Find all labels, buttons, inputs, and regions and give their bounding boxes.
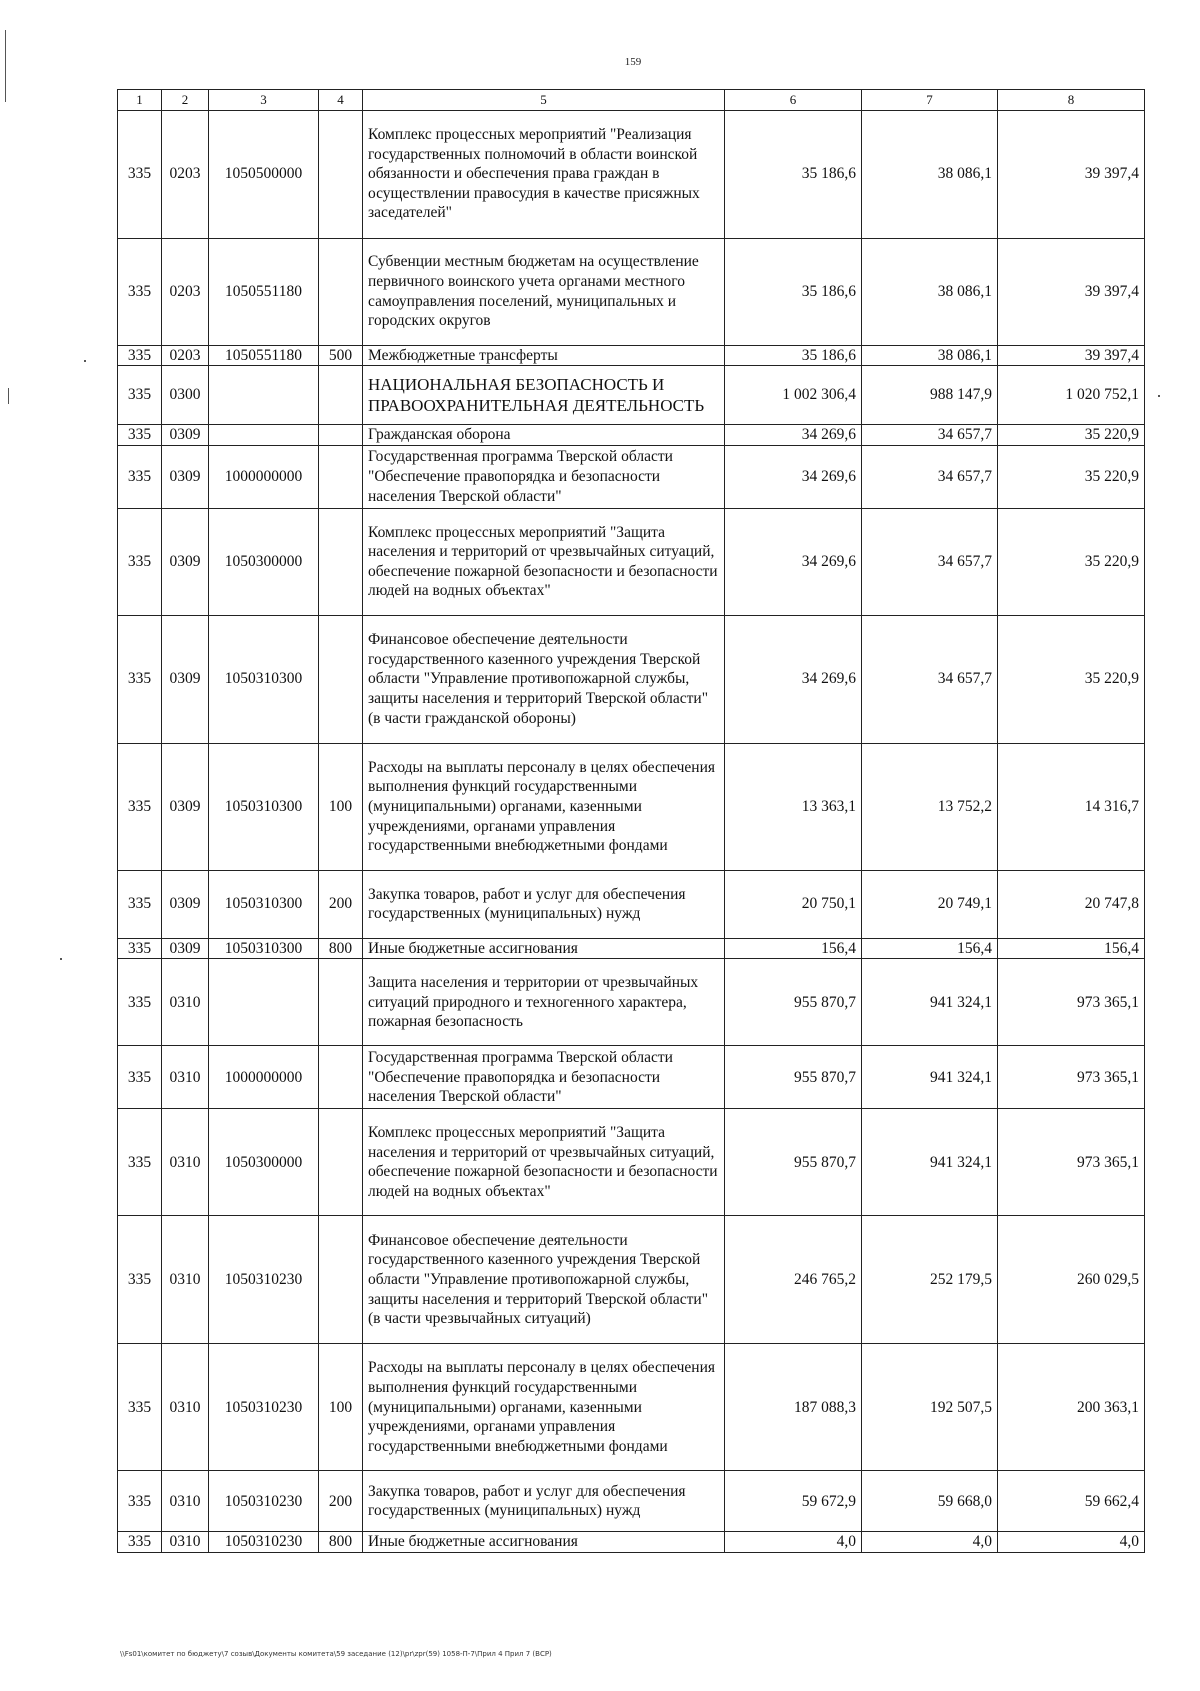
amount-col-8: 35 220,9 (998, 615, 1145, 743)
amount-col-8: 200 363,1 (998, 1344, 1145, 1471)
amount-col-7: 4,0 (862, 1532, 998, 1553)
amount-col-8: 973 365,1 (998, 1109, 1145, 1216)
section-code: 0310 (162, 1471, 209, 1532)
section-code: 0309 (162, 508, 209, 615)
ministry-code: 335 (118, 1344, 162, 1471)
amount-col-7: 34 657,7 (862, 425, 998, 446)
amount-col-6: 35 186,6 (725, 238, 862, 345)
ministry-code: 335 (118, 1532, 162, 1553)
section-code: 0309 (162, 938, 209, 959)
amount-col-6: 35 186,6 (725, 345, 862, 366)
expense-type-code (319, 615, 363, 743)
column-number: 1 (118, 90, 162, 111)
table-row (118, 938, 1145, 959)
expense-type-code: 200 (319, 870, 363, 938)
expense-type-code: 100 (319, 1344, 363, 1471)
amount-col-8: 14 316,7 (998, 743, 1145, 870)
item-description: Гражданская оборона (363, 425, 725, 446)
table-row (118, 1109, 1145, 1216)
column-number: 6 (725, 90, 862, 111)
amount-col-6: 955 870,7 (725, 1046, 862, 1109)
section-code: 0310 (162, 1344, 209, 1471)
target-article-code: 1050310300 (209, 870, 319, 938)
amount-col-6: 1 002 306,4 (725, 366, 862, 425)
item-description: Финансовое обеспечение деятельности государственного казенного учреждения Тверской области "Управление противопожарной службы, защиты населения и территорий Тверской области" (в части гражданской обороны) (363, 615, 725, 743)
page-number: 159 (624, 56, 642, 68)
column-number: 2 (162, 90, 209, 111)
item-description: Комплекс процессных мероприятий "Защита населения и территорий от чрезвычайных ситуаций, обеспечение пожарной безопасности и безопасности людей на водных объектах" (363, 508, 725, 615)
amount-col-8: 156,4 (998, 938, 1145, 959)
target-article-code (209, 366, 319, 425)
target-article-code (209, 959, 319, 1046)
amount-col-8: 973 365,1 (998, 959, 1145, 1046)
amount-col-6: 955 870,7 (725, 1109, 862, 1216)
scan-dot (1158, 395, 1160, 397)
amount-col-7: 941 324,1 (862, 1046, 998, 1109)
target-article-code (209, 425, 319, 446)
target-article-code: 1000000000 (209, 1046, 319, 1109)
amount-col-8: 973 365,1 (998, 1046, 1145, 1109)
table-row (118, 615, 1145, 743)
amount-col-7: 192 507,5 (862, 1344, 998, 1471)
item-description: Финансовое обеспечение деятельности государственного казенного учреждения Тверской области "Управление противопожарной службы, защиты населения и территорий Тверской области" (в части чрезвычайных ситуаций) (363, 1216, 725, 1344)
amount-col-7: 20 749,1 (862, 870, 998, 938)
amount-col-7: 156,4 (862, 938, 998, 959)
ministry-code: 335 (118, 1216, 162, 1344)
table-row (118, 445, 1145, 508)
table-row (118, 1344, 1145, 1471)
target-article-code: 1050300000 (209, 508, 319, 615)
expense-type-code (319, 238, 363, 345)
target-article-code: 1050551180 (209, 345, 319, 366)
section-code: 0309 (162, 743, 209, 870)
amount-col-6: 13 363,1 (725, 743, 862, 870)
expense-type-code (319, 959, 363, 1046)
amount-col-8: 20 747,8 (998, 870, 1145, 938)
expense-type-code: 800 (319, 1532, 363, 1553)
section-code: 0310 (162, 1532, 209, 1553)
amount-col-6: 20 750,1 (725, 870, 862, 938)
column-number-row (118, 90, 1145, 111)
amount-col-6: 34 269,6 (725, 508, 862, 615)
section-code: 0310 (162, 1109, 209, 1216)
amount-col-7: 38 086,1 (862, 238, 998, 345)
table-row (118, 1216, 1145, 1344)
section-code: 0203 (162, 345, 209, 366)
table-row (118, 345, 1145, 366)
table-row (118, 870, 1145, 938)
item-description: Государственная программа Тверской области "Обеспечение правопорядка и безопасности населения Тверской области" (363, 445, 725, 508)
item-description: Комплекс процессных мероприятий "Защита населения и территорий от чрезвычайных ситуаций, обеспечение пожарной безопасности и безопасности людей на водных объектах" (363, 1109, 725, 1216)
ministry-code: 335 (118, 1109, 162, 1216)
ministry-code: 335 (118, 959, 162, 1046)
amount-col-6: 34 269,6 (725, 615, 862, 743)
amount-col-6: 187 088,3 (725, 1344, 862, 1471)
item-description: Иные бюджетные ассигнования (363, 1532, 725, 1553)
expense-type-code (319, 508, 363, 615)
amount-col-7: 988 147,9 (862, 366, 998, 425)
amount-col-7: 38 086,1 (862, 110, 998, 238)
expense-type-code (319, 1046, 363, 1109)
expense-type-code: 500 (319, 345, 363, 366)
expense-type-code (319, 1216, 363, 1344)
section-code: 0203 (162, 238, 209, 345)
expense-type-code (319, 425, 363, 446)
item-description: Расходы на выплаты персоналу в целях обеспечения выполнения функций государственными (муниципальными) органами, казенными учреждениями, органами управления государственными внебюджетными фондами (363, 1344, 725, 1471)
target-article-code: 1050310300 (209, 615, 319, 743)
section-code: 0309 (162, 425, 209, 446)
expense-type-code (319, 366, 363, 425)
target-article-code: 1050500000 (209, 110, 319, 238)
scan-edge-mark (8, 388, 9, 404)
amount-col-7: 252 179,5 (862, 1216, 998, 1344)
target-article-code: 1050300000 (209, 1109, 319, 1216)
amount-col-7: 13 752,2 (862, 743, 998, 870)
amount-col-8: 39 397,4 (998, 238, 1145, 345)
amount-col-6: 955 870,7 (725, 959, 862, 1046)
item-description: Межбюджетные трансферты (363, 345, 725, 366)
table-row (118, 1532, 1145, 1553)
amount-col-6: 4,0 (725, 1532, 862, 1553)
target-article-code: 1050310300 (209, 743, 319, 870)
table-row (118, 238, 1145, 345)
ministry-code: 335 (118, 366, 162, 425)
amount-col-6: 246 765,2 (725, 1216, 862, 1344)
section-code: 0309 (162, 615, 209, 743)
target-article-code: 1050310230 (209, 1344, 319, 1471)
target-article-code: 1050310300 (209, 938, 319, 959)
ministry-code: 335 (118, 445, 162, 508)
expense-type-code: 800 (319, 938, 363, 959)
ministry-code: 335 (118, 425, 162, 446)
section-code: 0310 (162, 959, 209, 1046)
ministry-code: 335 (118, 1046, 162, 1109)
target-article-code: 1000000000 (209, 445, 319, 508)
amount-col-8: 1 020 752,1 (998, 366, 1145, 425)
amount-col-6: 156,4 (725, 938, 862, 959)
target-article-code: 1050310230 (209, 1532, 319, 1553)
amount-col-7: 34 657,7 (862, 615, 998, 743)
amount-col-7: 34 657,7 (862, 445, 998, 508)
section-code: 0310 (162, 1046, 209, 1109)
expense-type-code: 200 (319, 1471, 363, 1532)
ministry-code: 335 (118, 743, 162, 870)
ministry-code: 335 (118, 1471, 162, 1532)
table-row (118, 743, 1145, 870)
scan-dot (84, 360, 86, 362)
amount-col-8: 35 220,9 (998, 508, 1145, 615)
amount-col-7: 34 657,7 (862, 508, 998, 615)
column-number: 5 (363, 90, 725, 111)
table-row (118, 110, 1145, 238)
amount-col-7: 941 324,1 (862, 1109, 998, 1216)
amount-col-7: 941 324,1 (862, 959, 998, 1046)
ministry-code: 335 (118, 870, 162, 938)
item-description: Государственная программа Тверской области "Обеспечение правопорядка и безопасности населения Тверской области" (363, 1046, 725, 1109)
amount-col-8: 39 397,4 (998, 110, 1145, 238)
section-code: 0309 (162, 870, 209, 938)
expense-type-code (319, 445, 363, 508)
column-number: 4 (319, 90, 363, 111)
expense-type-code: 100 (319, 743, 363, 870)
target-article-code: 1050310230 (209, 1471, 319, 1532)
item-description: Закупка товаров, работ и услуг для обеспечения государственных (муниципальных) нужд (363, 1471, 725, 1532)
scan-dot (60, 958, 62, 960)
table-row (118, 1046, 1145, 1109)
column-number: 7 (862, 90, 998, 111)
item-description: НАЦИОНАЛЬНАЯ БЕЗОПАСНОСТЬ И ПРАВООХРАНИТЕЛЬНАЯ ДЕЯТЕЛЬНОСТЬ (363, 366, 725, 425)
target-article-code: 1050310230 (209, 1216, 319, 1344)
amount-col-8: 59 662,4 (998, 1471, 1145, 1532)
file-path-footer: \\Fs01\комитет по бюджету\7 созыв\Документы комитета\59 заседание (12)\pr\zpr(59) 1058-П-7\Прил 4 Прил 7 (ВСР) (120, 1650, 552, 1658)
scan-edge-mark (5, 30, 6, 102)
target-article-code: 1050551180 (209, 238, 319, 345)
table-row (118, 959, 1145, 1046)
table-row (118, 1471, 1145, 1532)
amount-col-6: 35 186,6 (725, 110, 862, 238)
section-code: 0300 (162, 366, 209, 425)
ministry-code: 335 (118, 238, 162, 345)
section-code: 0203 (162, 110, 209, 238)
item-description: Защита населения и территории от чрезвычайных ситуаций природного и техногенного характера, пожарная безопасность (363, 959, 725, 1046)
table-row (118, 425, 1145, 446)
section-code: 0310 (162, 1216, 209, 1344)
ministry-code: 335 (118, 508, 162, 615)
ministry-code: 335 (118, 345, 162, 366)
table-row (118, 366, 1145, 425)
item-description: Субвенции местным бюджетам на осуществление первичного воинского учета органами местного самоуправления поселений, муниципальных и городских округов (363, 238, 725, 345)
ministry-code: 335 (118, 938, 162, 959)
budget-table (117, 89, 1145, 1553)
ministry-code: 335 (118, 110, 162, 238)
amount-col-6: 59 672,9 (725, 1471, 862, 1532)
amount-col-7: 59 668,0 (862, 1471, 998, 1532)
amount-col-6: 34 269,6 (725, 425, 862, 446)
amount-col-8: 260 029,5 (998, 1216, 1145, 1344)
amount-col-8: 39 397,4 (998, 345, 1145, 366)
column-number: 3 (209, 90, 319, 111)
expense-type-code (319, 1109, 363, 1216)
section-code: 0309 (162, 445, 209, 508)
amount-col-8: 35 220,9 (998, 445, 1145, 508)
item-description: Закупка товаров, работ и услуг для обеспечения государственных (муниципальных) нужд (363, 870, 725, 938)
column-number: 8 (998, 90, 1145, 111)
item-description: Иные бюджетные ассигнования (363, 938, 725, 959)
amount-col-8: 35 220,9 (998, 425, 1145, 446)
item-description: Комплекс процессных мероприятий "Реализация государственных полномочий в области воинской обязанности и обеспечения права граждан в осуществлении правосудия в качестве присяжных заседателей" (363, 110, 725, 238)
ministry-code: 335 (118, 615, 162, 743)
amount-col-6: 34 269,6 (725, 445, 862, 508)
table-row (118, 508, 1145, 615)
amount-col-7: 38 086,1 (862, 345, 998, 366)
item-description: Расходы на выплаты персоналу в целях обеспечения выполнения функций государственными (муниципальными) органами, казенными учреждениями, органами управления государственными внебюджетными фондами (363, 743, 725, 870)
amount-col-8: 4,0 (998, 1532, 1145, 1553)
expense-type-code (319, 110, 363, 238)
